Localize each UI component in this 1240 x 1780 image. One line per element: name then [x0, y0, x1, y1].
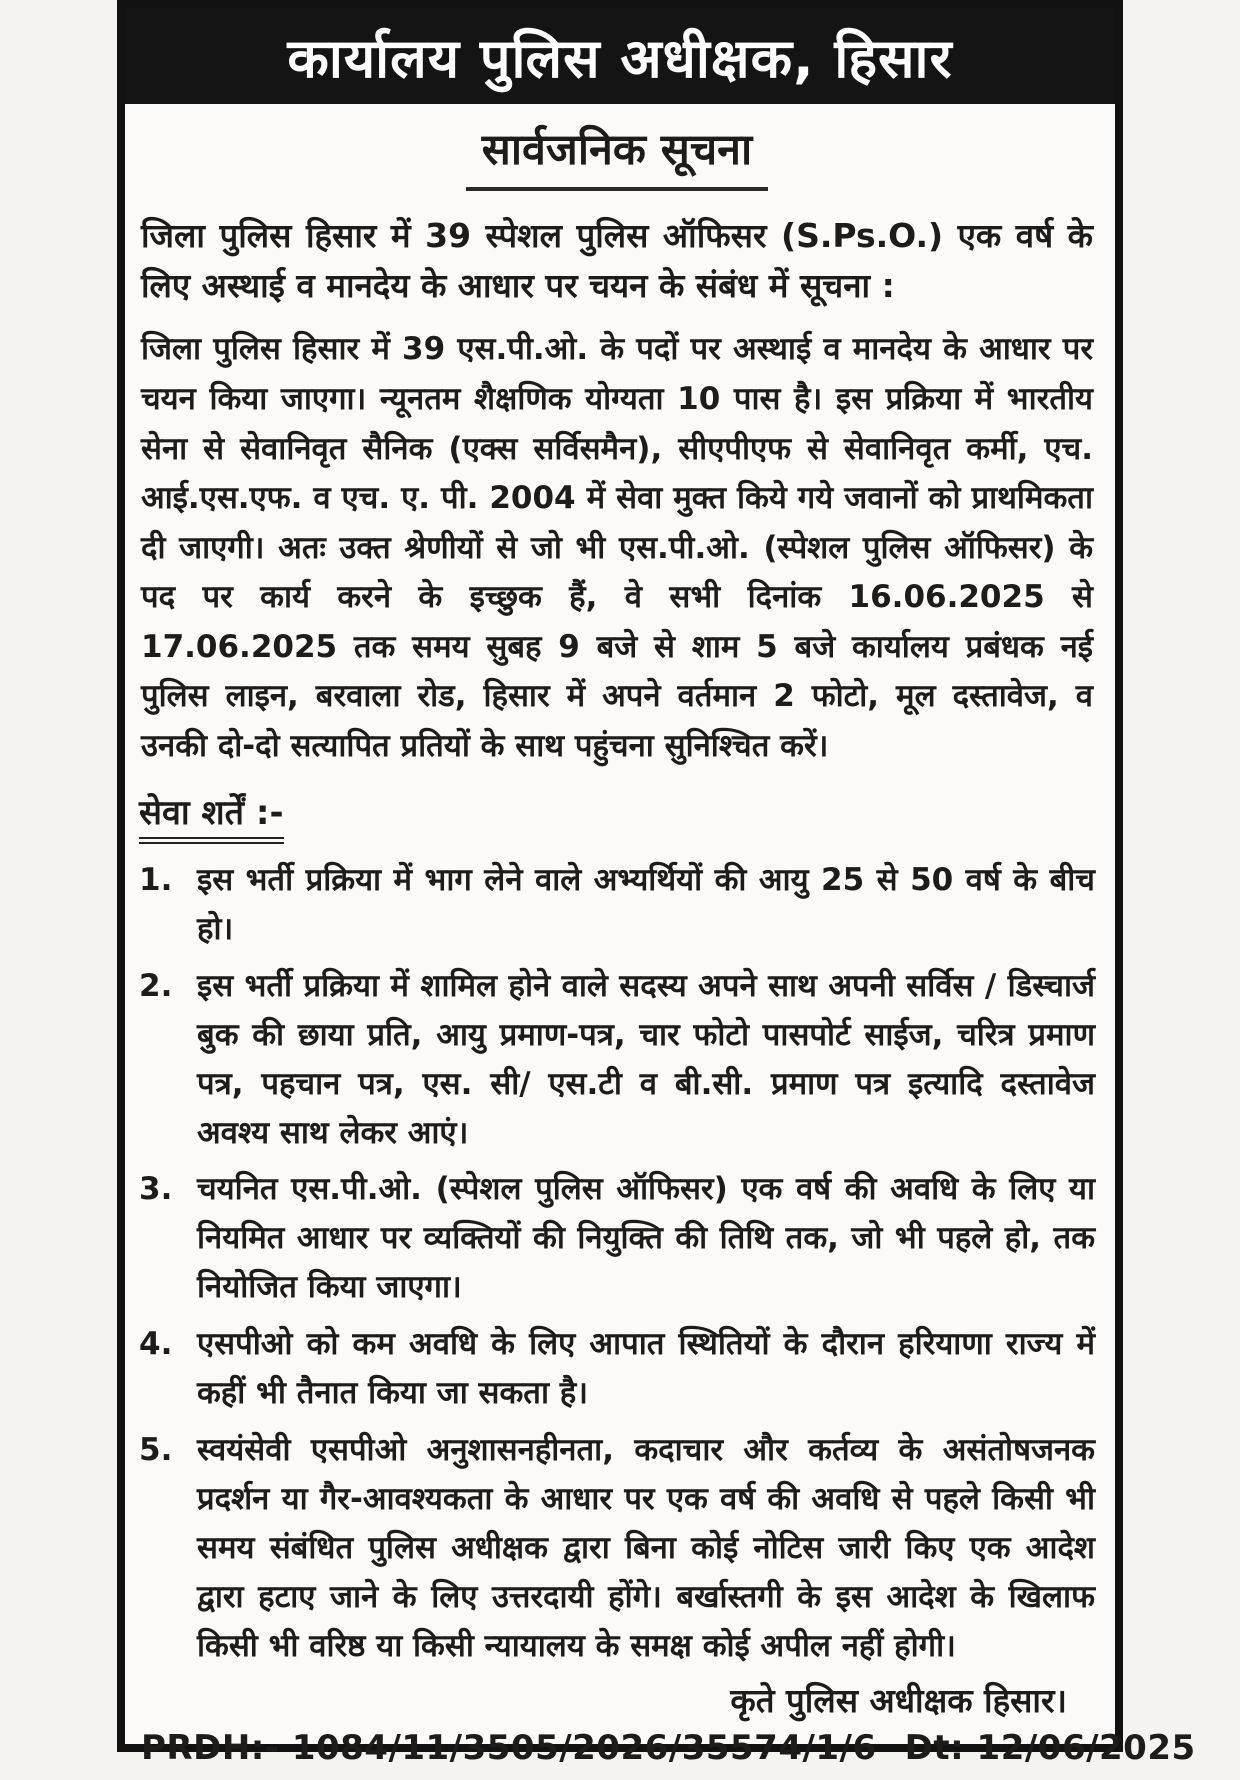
service-conditions-list [139, 856, 1095, 1672]
notice-subject-paragraph: जिला पुलिस हिसार में 39 स्पेशल पुलिस ऑफिसर (S.Ps.O.) एक वर्ष के लिए अस्थाई व मानदेय के आधार पर चयन के संबंध में सूचना : [141, 216, 1093, 306]
condition-number: 5. [139, 1432, 173, 1469]
notice-body-paragraph: जिला पुलिस हिसार में 39 एस.पी.ओ. के पदों पर अस्थाई व मानदेय के आधार पर चयन किया जाएगा। न्यूनतम शैक्षणिक योग्यता 10 पास है। इस प्रक्रिया में भारतीय सेना से सेवानिवृत सैनिक (एक्स सर्विसमैन), सीएपीएफ से सेवानिवृत कर्मी, एच. आई.एस.एफ. व एच. ए. पी. 2004 में सेवा मुक्त किये गये जवानों को प्राथमिकता दी जाएगी। अतः उक्त श्रेणीयों से जो भी एस.पी.ओ. (स्पेशल पुलिस ऑफिसर) के पद पर कार्य करने के इच्छुक हैं, वे सभी दिनांक 16.06.2025 से 17.06.2025 तक समय सुबह 9 बजे से शाम 5 बजे कार्यालय प्रबंधक नई पुलिस लाइन, बरवाला रोड, हिसार में अपने वर्तमान 2 फोटो, मूल दस्तावेज, व उनकी दो-दो सत्यापित प्रतियों के साथ पहुंचना सुनिश्चित करें। [141, 331, 1093, 765]
office-header-title: कार्यालय पुलिस अधीक्षक, हिसार [287, 27, 953, 90]
notice-content [125, 104, 1196, 1780]
condition-text: एसपीओ को कम अवधि के लिए आपात स्थितियों के दौरान हरियाणा राज्य में कहीं भी तैनात किया जा सकता है। [197, 1326, 1095, 1412]
footer-date: Dt: 12/06/2025 [904, 1728, 1196, 1769]
condition-number: 1. [139, 861, 173, 898]
reference-footer [139, 1722, 1196, 1770]
condition-text: इस भर्ती प्रक्रिया में शामिल होने वाले सदस्य अपने साथ अपनी सर्विस / डिस्चार्ज बुक की छाया प्रति, आयु प्रमाण-पत्र, चार फोटो पासपोर्ट साईज, चरित्र प्रमाण पत्र, पहचान पत्र, एस. सी/ एस.टी व बी.सी. प्रमाण पत्र इत्यादि दस्तावेज अवश्य साथ लेकर आएं। [197, 967, 1095, 1151]
condition-item-3 [139, 1165, 1095, 1312]
condition-item-2 [139, 962, 1095, 1158]
service-conditions-heading: सेवा शर्तें :- [139, 788, 284, 844]
condition-number: 3. [139, 1171, 173, 1208]
condition-text: स्वयंसेवी एसपीओ अनुशासनहीनता, कदाचार और कर्तव्य के असंतोषजनक प्रदर्शन या गैर-आवश्यकता के आधार पर एक वर्ष की अवधि से पहले किसी भी समय संबंधित पुलिस अधीक्षक द्वारा बिना कोई नोटिस जारी किए एक आदेश द्वारा हटाए जाने के लिए उत्तरदायी होंगे। बर्खास्तगी के इस आदेश के खिलाफ किसी भी वरिष्ठ या किसी न्यायालय के समक्ष कोई अपील नहीं होगी। [197, 1432, 1095, 1665]
office-header-banner [125, 8, 1115, 104]
condition-item-1 [139, 856, 1095, 954]
notice-title: सार्वजनिक सूचना [466, 118, 768, 191]
signature-line: कृते पुलिस अधीक्षक हिसार। [730, 1681, 1067, 1721]
notice-document [117, 0, 1196, 1769]
reference-number: PRDH:- 1084/11/3505/2026/35574/1/6 [141, 1728, 877, 1769]
service-conditions-heading-row [139, 788, 1095, 844]
condition-text: चयनित एस.पी.ओ. (स्पेशल पुलिस ऑफिसर) एक वर्ष की अवधि के लिए या नियमित आधार पर व्यक्तियों की नियुक्ति की तिथि तक, जो भी पहले हो, तक नियोजित किया जाएगा। [197, 1171, 1095, 1306]
condition-number: 4. [139, 1326, 173, 1363]
notice-title-row [139, 118, 1095, 191]
condition-number: 2. [139, 967, 173, 1004]
condition-item-4 [139, 1320, 1095, 1418]
condition-item-5 [139, 1426, 1095, 1671]
condition-text: इस भर्ती प्रक्रिया में भाग लेने वाले अभ्यर्थियों की आयु 25 से 50 वर्ष के बीच हो। [197, 861, 1095, 947]
